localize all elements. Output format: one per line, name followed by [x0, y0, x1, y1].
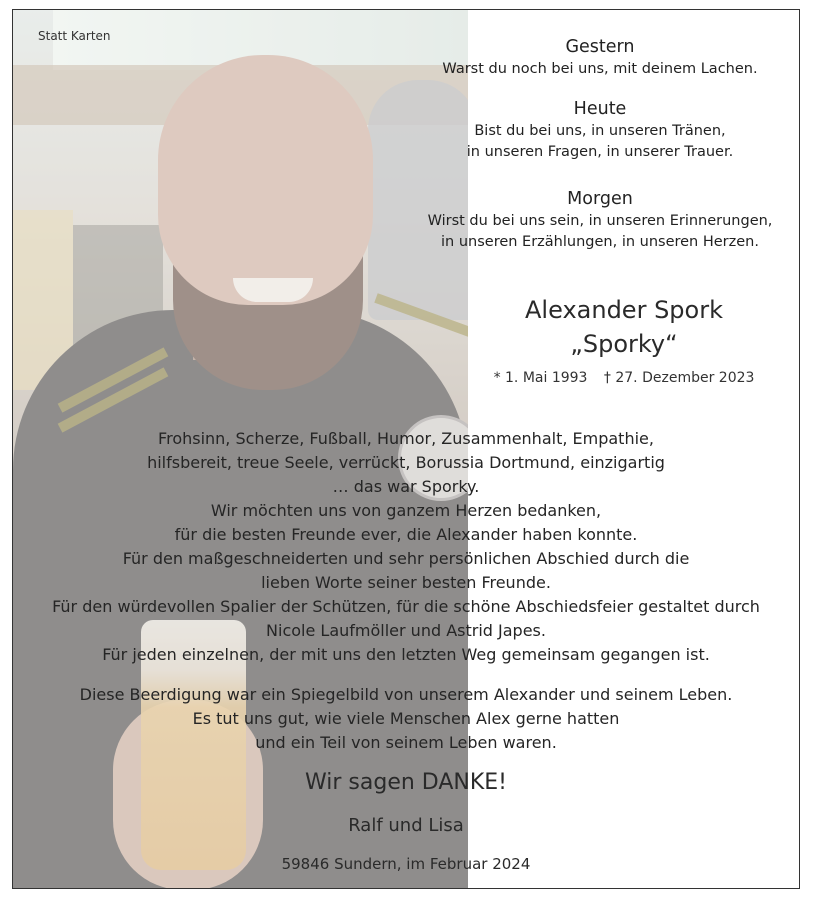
life-dates — [455, 370, 793, 386]
poem-title-gestern: Gestern — [565, 37, 635, 57]
closing-line: Es tut uns gut, wie viele Menschen Alex gerne hatten — [192, 709, 620, 728]
poem-line: Warst du noch bei uns, mit deinem Lachen. — [442, 61, 758, 77]
message-line: lieben Worte seiner besten Freunde. — [261, 573, 551, 592]
deceased-nickname: „Sporky“ — [570, 330, 678, 358]
message-line: Frohsinn, Scherze, Fußball, Humor, Zusammenhalt, Empathie, — [158, 429, 654, 448]
deceased-name: Alexander Spork — [525, 296, 723, 324]
poem-morgen — [415, 187, 785, 253]
message-line: … das war Sporky. — [332, 477, 480, 496]
closing-line: und ein Teil von seinem Leben waren. — [255, 733, 557, 752]
death-date: † 27. Dezember 2023 — [603, 370, 755, 386]
message-line: Nicole Laufmöller und Astrid Japes. — [266, 621, 546, 640]
birth-date: * 1. Mai 1993 — [493, 370, 588, 386]
message-line: Für den würdevollen Spalier der Schützen, für die schöne Abschiedsfeier gestaltet durch — [52, 597, 760, 616]
message-line: für die besten Freunde ever, die Alexander haben konnte. — [174, 525, 638, 544]
poem-line: in unseren Erzählungen, in unseren Herzen. — [441, 234, 759, 250]
message-line: Für jeden einzelnen, der mit uns den letzten Weg gemeinsam gegangen ist. — [102, 645, 710, 664]
header-note: Statt Karten — [38, 29, 111, 43]
poem-line: in unseren Fragen, in unserer Trauer. — [466, 144, 734, 160]
message-line: hilfsbereit, treue Seele, verrückt, Borussia Dortmund, einzigartig — [147, 453, 665, 472]
poem-gestern — [415, 35, 785, 80]
poem-line: Wirst du bei uns sein, in unseren Erinnerungen, — [427, 213, 773, 229]
thanks-heading: Wir sagen DANKE! — [304, 770, 507, 795]
message-line: Wir möchten uns von ganzem Herzen bedanken, — [210, 501, 602, 520]
poem-heute — [415, 97, 785, 163]
thank-you-message — [12, 427, 800, 667]
poem-title-heute: Heute — [573, 99, 627, 119]
closing-line: Diese Beerdigung war ein Spiegelbild von unserem Alexander und seinem Leben. — [79, 685, 733, 704]
message-line: Für den maßgeschneiderten und sehr persönlichen Abschied durch die — [122, 549, 690, 568]
poem-line: Bist du bei uns, in unseren Tränen, — [474, 123, 726, 139]
signature: Ralf und Lisa — [348, 815, 464, 836]
place-date: 59846 Sundern, im Februar 2024 — [281, 855, 531, 873]
closing-message — [12, 683, 800, 755]
poem-title-morgen: Morgen — [567, 189, 633, 209]
